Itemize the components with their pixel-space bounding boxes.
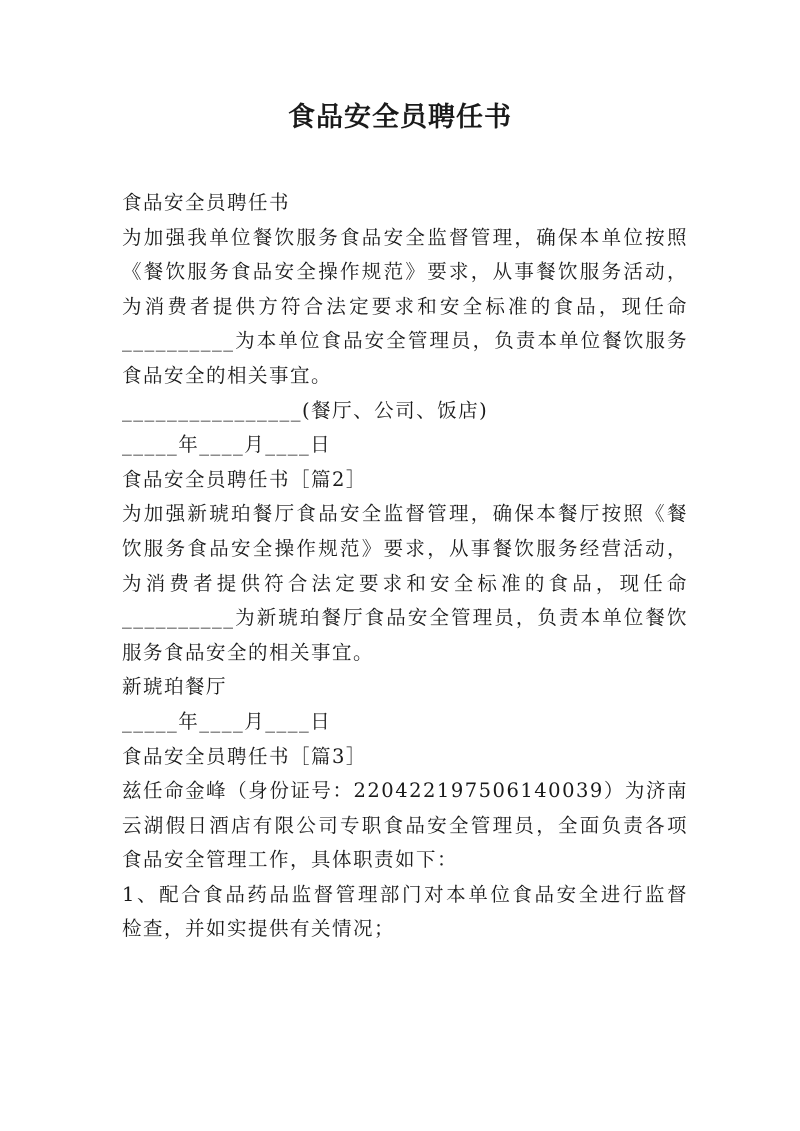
text-line: __________为新琥珀餐厅食品安全管理员，负责本单位餐饮	[122, 606, 688, 630]
text-line: 服务食品安全的相关事宜。	[122, 640, 375, 664]
document-body	[122, 186, 688, 947]
text-line: 饮服务食品安全操作规范》要求，从事餐饮服务经营活动，	[122, 536, 688, 560]
text-line: 新琥珀餐厅	[122, 675, 228, 699]
text-line: ________________(餐厅、公司、饭店)	[122, 398, 489, 422]
text-line: 为消费者提供符合法定要求和安全标准的食品，现任命	[122, 571, 688, 595]
text-line: 食品安全员聘任书［篇3］	[122, 744, 367, 768]
text-line: 食品安全管理工作，具体职责如下：	[122, 848, 459, 872]
text-line: 食品安全员聘任书	[122, 191, 291, 214]
text-line: 为消费者提供方符合法定要求和安全标准的食品，现任命	[122, 294, 688, 318]
document-title: 食品安全员聘任书	[288, 102, 512, 133]
text-line: 为加强新琥珀餐厅食品安全监督管理，确保本餐厅按照《餐	[122, 502, 688, 526]
text-line: 食品安全的相关事宜。	[122, 363, 333, 387]
text-line: 兹任命金峰（身份证号：220422197506140039）为济南	[122, 779, 688, 803]
text-line: 《餐饮服务食品安全操作规范》要求，从事餐饮服务活动，	[122, 260, 688, 284]
text-line: 食品安全员聘任书［篇2］	[122, 467, 367, 491]
text-line: 1、配合食品药品监督管理部门对本单位食品安全进行监督	[122, 882, 688, 906]
text-line: _____年____月____日	[122, 709, 332, 733]
text-line: __________为本单位食品安全管理员，负责本单位餐饮服务	[122, 329, 688, 353]
text-line: _____年____月____日	[122, 433, 332, 457]
text-line: 检查，并如实提供有关情况；	[122, 917, 396, 941]
text-line: 为加强我单位餐饮服务食品安全监督管理，确保本单位按照	[122, 225, 688, 249]
text-line: 云湖假日酒店有限公司专职食品安全管理员，全面负责各项	[122, 813, 688, 837]
